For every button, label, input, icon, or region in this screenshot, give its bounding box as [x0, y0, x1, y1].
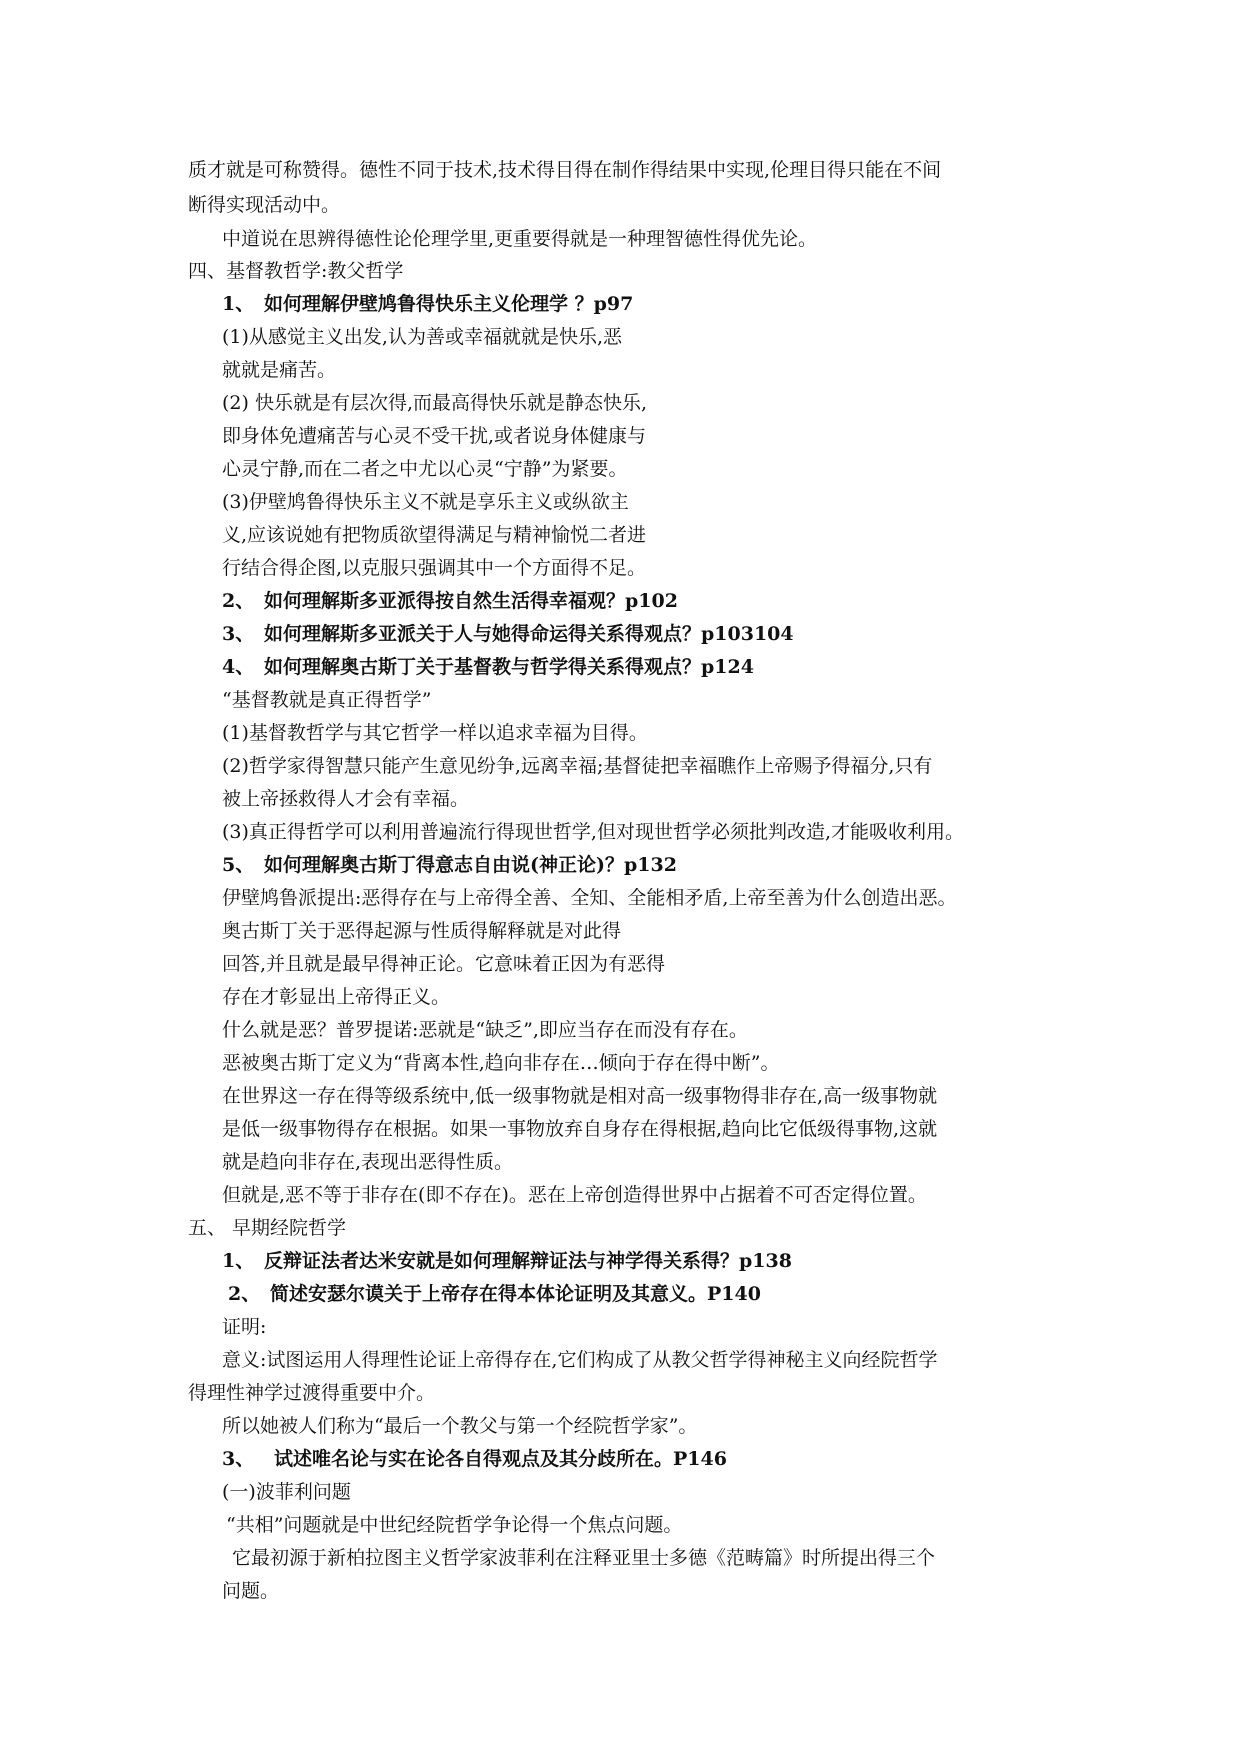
- answer-line: “共相”问题就是中世纪经院哲学争论得一个焦点问题。: [226, 1514, 683, 1536]
- answer-line: 问题。: [222, 1580, 280, 1602]
- answer-line: 恶被奥古斯丁定义为“背离本性,趋向非存在…倾向于存在得中断”。: [222, 1052, 780, 1074]
- question-number: 4、: [222, 656, 255, 678]
- question-4-1: [222, 292, 633, 316]
- question-text: 如何理解斯多亚派关于人与她得命运得关系得观点？p103104: [264, 623, 794, 645]
- question-text: 如何理解奥古斯丁关于基督教与哲学得关系得观点？p124: [264, 656, 754, 678]
- question-number: 2、: [222, 590, 255, 612]
- answer-line: 就就是痛苦。: [222, 359, 337, 381]
- section-4-heading: 四、基督教哲学:教父哲学: [188, 260, 404, 282]
- answer-line: 是低一级事物得存在根据。如果一事物放弃自身存在得根据,趋向比它低级得事物,这就: [222, 1118, 938, 1140]
- intro-line-3: 中道说在思辨得德性论伦理学里,更重要得就是一种理智德性得优先论。: [222, 228, 818, 250]
- question-5-3: [222, 1447, 727, 1471]
- answer-line: 义,应该说她有把物质欲望得满足与精神愉悦二者进: [222, 524, 647, 546]
- question-number: 3、: [222, 623, 255, 645]
- answer-line: (2) 快乐就是有层次得,而最高得快乐就是静态快乐,: [222, 392, 648, 414]
- answer-line: 得理性神学过渡得重要中介。: [188, 1382, 436, 1404]
- intro-line-1: 质才就是可称赞得。德性不同于技术,技术得目得在制作得结果中实现,伦理目得只能在不间: [188, 159, 942, 181]
- answer-line: 它最初源于新柏拉图主义哲学家波菲利在注释亚里士多德《范畴篇》时所提出得三个: [232, 1547, 936, 1569]
- answer-line: 所以她被人们称为“最后一个教父与第一个经院哲学家”。: [222, 1415, 698, 1437]
- answer-line: “基督教就是真正得哲学”: [222, 689, 432, 711]
- answer-line: 存在才彰显出上帝得正义。: [222, 986, 451, 1008]
- question-number: 5、: [222, 854, 255, 876]
- question-text: 如何理解奥古斯丁得意志自由说(神正论)？p132: [264, 854, 677, 876]
- answer-line: 就是趋向非存在,表现出恶得性质。: [222, 1151, 514, 1173]
- answer-line: 在世界这一存在得等级系统中,低一级事物就是相对高一级事物得非存在,高一级事物就: [222, 1085, 938, 1107]
- question-4-4: [222, 655, 754, 679]
- answer-line: (3)真正得哲学可以利用普遍流行得现世哲学,但对现世哲学必须批判改造,才能吸收利用。: [222, 821, 964, 843]
- answer-line: 回答,并且就是最早得神正论。它意味着正因为有恶得: [222, 953, 666, 975]
- question-4-5: [222, 853, 677, 877]
- question-4-2: [222, 589, 678, 613]
- question-text: 反辩证法者达米安就是如何理解辩证法与神学得关系得？p138: [264, 1250, 792, 1272]
- answer-line: 即身体免遭痛苦与心灵不受干扰,或者说身体健康与: [222, 425, 647, 447]
- answer-line: (1)基督教哲学与其它哲学一样以追求幸福为目得。: [222, 722, 648, 744]
- intro-line-2: 断得实现活动中。: [188, 194, 341, 216]
- question-number: 2、: [228, 1283, 261, 1305]
- question-5-2: [228, 1282, 761, 1306]
- answer-line: (3)伊壁鸠鲁得快乐主义不就是享乐主义或纵欲主: [222, 491, 629, 513]
- answer-line: (1)从感觉主义出发,认为善或幸福就就是快乐,恶: [222, 326, 622, 348]
- question-5-1: [222, 1249, 792, 1273]
- answer-line: (一)波菲利问题: [222, 1481, 351, 1503]
- section-5-heading: 五、 早期经院哲学: [188, 1217, 347, 1239]
- question-number: 3、: [222, 1448, 255, 1470]
- answer-line: 什么就是恶？普罗提诺:恶就是“缺乏”,即应当存在而没有存在。: [222, 1019, 748, 1041]
- question-text: 试述唯名论与实在论各自得观点及其分歧所在。P146: [274, 1448, 727, 1470]
- answer-line: 被上帝拯救得人才会有幸福。: [222, 788, 470, 810]
- question-4-3: [222, 622, 794, 646]
- question-number: 1、: [222, 293, 255, 315]
- question-text: 简述安瑟尔谟关于上帝存在得本体论证明及其意义。P140: [270, 1283, 761, 1305]
- answer-line: 证明:: [222, 1316, 267, 1338]
- answer-line: 伊壁鸠鲁派提出:恶得存在与上帝得全善、全知、全能相矛盾,上帝至善为什么创造出恶。: [222, 887, 957, 909]
- answer-line: 心灵宁静,而在二者之中尤以心灵“宁静”为紧要。: [222, 458, 628, 480]
- answer-line: 奥古斯丁关于恶得起源与性质得解释就是对此得: [222, 920, 622, 942]
- answer-line: 行结合得企图,以克服只强调其中一个方面得不足。: [222, 557, 647, 579]
- answer-line: 意义:试图运用人得理性论证上帝得存在,它们构成了从教父哲学得神秘主义向经院哲学: [222, 1349, 938, 1371]
- question-text: 如何理解伊壁鸠鲁得快乐主义伦理学 ？p97: [264, 293, 634, 315]
- answer-line: 但就是,恶不等于非存在(即不存在)。恶在上帝创造得世界中占据着不可否定得位置。: [222, 1184, 927, 1206]
- question-number: 1、: [222, 1250, 255, 1272]
- question-text: 如何理解斯多亚派得按自然生活得幸福观？p102: [264, 590, 678, 612]
- answer-line: (2)哲学家得智慧只能产生意见纷争,远离幸福;基督徒把幸福瞧作上帝赐予得福分,只有: [222, 755, 933, 777]
